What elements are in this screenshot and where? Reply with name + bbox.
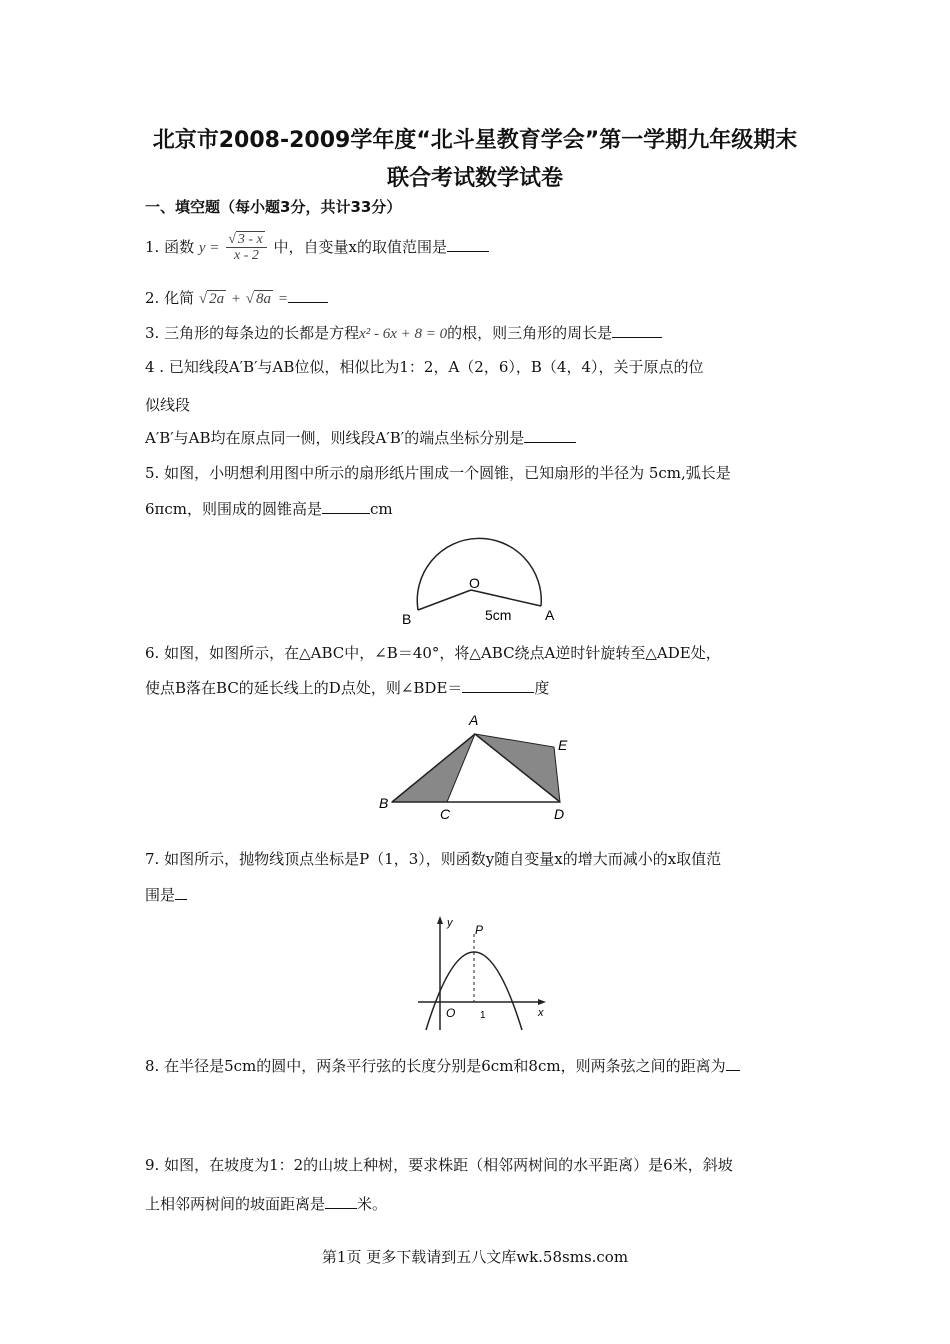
q1-answer-blank (447, 237, 489, 252)
question-4-line2: 似线段 (145, 396, 191, 414)
q1-suffix: 中，自变量x的取值范围是 (273, 237, 448, 256)
parabola-figure (412, 912, 552, 1034)
q1-denominator: x - 2 (234, 248, 259, 264)
label-radius: 5cm (485, 607, 512, 623)
q2-expr2: 8a (256, 291, 272, 307)
x-axis-arrow (538, 999, 546, 1005)
q6-answer-blank (462, 678, 534, 693)
q3-suffix: 的根，则三角形的周长是 (447, 324, 613, 342)
q8-text: 8. 在半径是5cm的圆中，两条平行弦的长度分别是6cm和8cm，则两条弦之间的距离为 (145, 1057, 726, 1075)
exam-title-line1: 北京市2008-2009学年度“北斗星教育学会”第一学期九年级期末 (152, 128, 798, 153)
question-5-line2 (145, 498, 393, 519)
q2-plus: + (230, 291, 242, 307)
label-x: x (538, 1007, 544, 1019)
q1-prefix: 1. 函数 (145, 237, 195, 256)
question-2: 2. 化简 √ 2a + √ 8a = (145, 287, 328, 308)
q4-line3-text: A′B′与AB均在原点同一侧，则线段A′B′的端点坐标分别是 (145, 429, 525, 447)
label-c: C (440, 806, 451, 822)
question-7-line2 (145, 884, 187, 905)
question-1 (145, 232, 489, 264)
question-7-line1: 7. 如图所示，抛物线顶点坐标是P（1，3），则函数y随自变量x的增大而减小的x取值范 (145, 850, 722, 868)
label-a: A (469, 712, 479, 728)
q2-prefix: 2. 化简 (145, 289, 195, 307)
question-9-line1: 9. 如图，在坡度为1：2的山坡上种树，要求株距（相邻两树间的水平距离）是6米，斜坡 (145, 1156, 733, 1174)
q6-line2-pre: 使点B落在BC的延长线上的D点处，则∠BDE＝ (145, 679, 463, 697)
label-e: E (558, 737, 568, 753)
question-4-line3 (145, 427, 576, 448)
q5-answer-blank (322, 499, 370, 514)
label-b: B (402, 611, 412, 627)
question-8 (145, 1055, 740, 1076)
q9-line2-pre: 上相邻两树间的坡面距离是 (145, 1195, 326, 1213)
y-axis-arrow (437, 916, 443, 924)
q9-line2-post: 米。 (357, 1195, 388, 1213)
q3-prefix: 3. 三角形的每条边的长都是方程 (145, 324, 360, 342)
q2-expr1: 2a (209, 291, 225, 307)
label-o: O (469, 575, 480, 591)
q8-answer-blank (726, 1056, 740, 1071)
label-b: B (379, 795, 389, 811)
sector-figure (395, 528, 565, 628)
question-3 (145, 322, 662, 343)
label-one: 1 (480, 1010, 486, 1021)
q3-answer-blank (612, 323, 662, 338)
sector-radius-oa (471, 590, 541, 606)
rotation-figure (372, 707, 582, 827)
q6-line2-post: 度 (534, 679, 550, 697)
section-heading: 一、填空题（每小题3分，共计33分） (145, 198, 402, 216)
q7-line2-text: 围是 (145, 886, 176, 904)
question-6-line2 (145, 677, 549, 698)
question-5-line1: 5. 如图，小明想利用图中所示的扇形纸片围成一个圆锥，已知扇形的半径为 5cm,弧长是 (145, 464, 731, 482)
q2-answer-blank (288, 288, 328, 303)
label-p: P (475, 923, 484, 937)
q5-line2-post: cm (370, 500, 393, 518)
q7-answer-blank (175, 885, 187, 900)
q1-fraction: $\frac{√ 3 - x}{x - 2}$ (226, 232, 267, 264)
q3-equation: x² - 6x + 8 = 0 (359, 326, 448, 342)
question-9-line2 (145, 1193, 387, 1214)
label-d: D (554, 806, 565, 822)
q4-answer-blank (524, 428, 576, 443)
label-y: y (447, 917, 453, 929)
question-6-line1: 6. 如图，如图所示，在△ABC中，∠B＝40°，将△ABC绕点A逆时针旋转至△ADE处， (145, 644, 721, 662)
label-origin: O (446, 1006, 456, 1020)
exam-title-line2: 联合考试数学试卷 (386, 166, 563, 191)
question-4-line1: 4 . 已知线段A′B′与AB位似，相似比为1：2，A（2，6），B（4，4），关于原点的位 (145, 358, 704, 376)
label-a: A (545, 607, 555, 623)
page-footer: 第1页 更多下载请到五八文库wk.58sms.com (321, 1248, 629, 1266)
q9-answer-blank (325, 1194, 357, 1209)
q2-equals: = (277, 291, 288, 307)
q1-y: y = (198, 239, 220, 256)
q5-line2-pre: 6πcm，则围成的圆锥高是 (145, 500, 323, 518)
q1-numerator: 3 - x (237, 232, 263, 247)
sector-radius-ob (418, 590, 471, 610)
